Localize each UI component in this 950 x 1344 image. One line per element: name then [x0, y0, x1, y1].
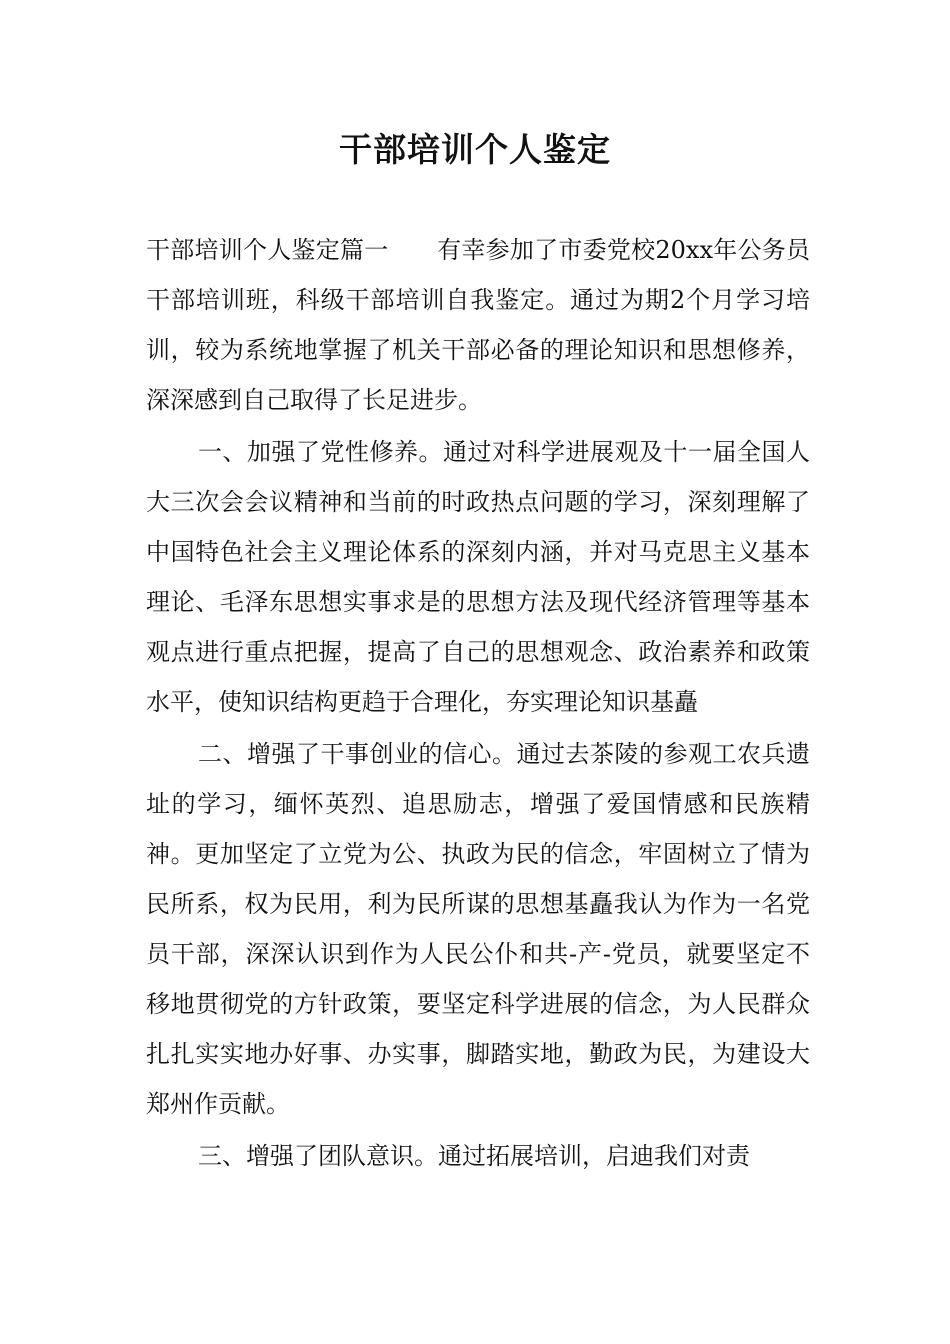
paragraph-section-2: 二、增强了干事创业的信心。通过去茶陵的参观工农兵遗址的学习，缅怀英烈、追思励志，增强了爱国情感和民族精神。更加坚定了立党为公、执政为民的信念，牢固树立了情为民所系，权为民用，利为民所谋的思想基矗我认为作为一名党员干部，深深认识到作为人民公仆和共-产-党员，就要坚定不移地贯彻党的方针政策，要坚定科学进展的信念，为人民群众扎扎实实地办好事、办实事，脚踏实地，勤政为民，为建设大郑州作贡献。 [146, 740, 810, 1118]
document-title: 干部培训个人鉴定 [339, 130, 611, 169]
paragraph-intro: 干部培训个人鉴定篇一 有幸参加了市委党校20xx年公务员干部培训班，科级干部培训自我鉴定。通过为期2个月学习培训，较为系统地掌握了机关干部必备的理论知识和思想修养，深深感到自己取得了长足进步。 [146, 236, 810, 414]
paragraph-section-1: 一、加强了党性修养。通过对科学进展观及十一届全国人大三次会会议精神和当前的时政热点问题的学习，深刻理解了中国特色社会主义理论体系的深刻内涵，并对马克思主义基本理论、毛泽东思想实事求是的思想方法及现代经济管理等基本观点进行重点把握，提高了自己的思想观念、政治素养和政策水平，使知识结构更趋于合理化，夯实理论知识基矗 [146, 438, 810, 716]
paragraph-section-3: 三、增强了团队意识。通过拓展培训，启迪我们对责 [198, 1142, 750, 1170]
document-body [146, 225, 810, 1181]
